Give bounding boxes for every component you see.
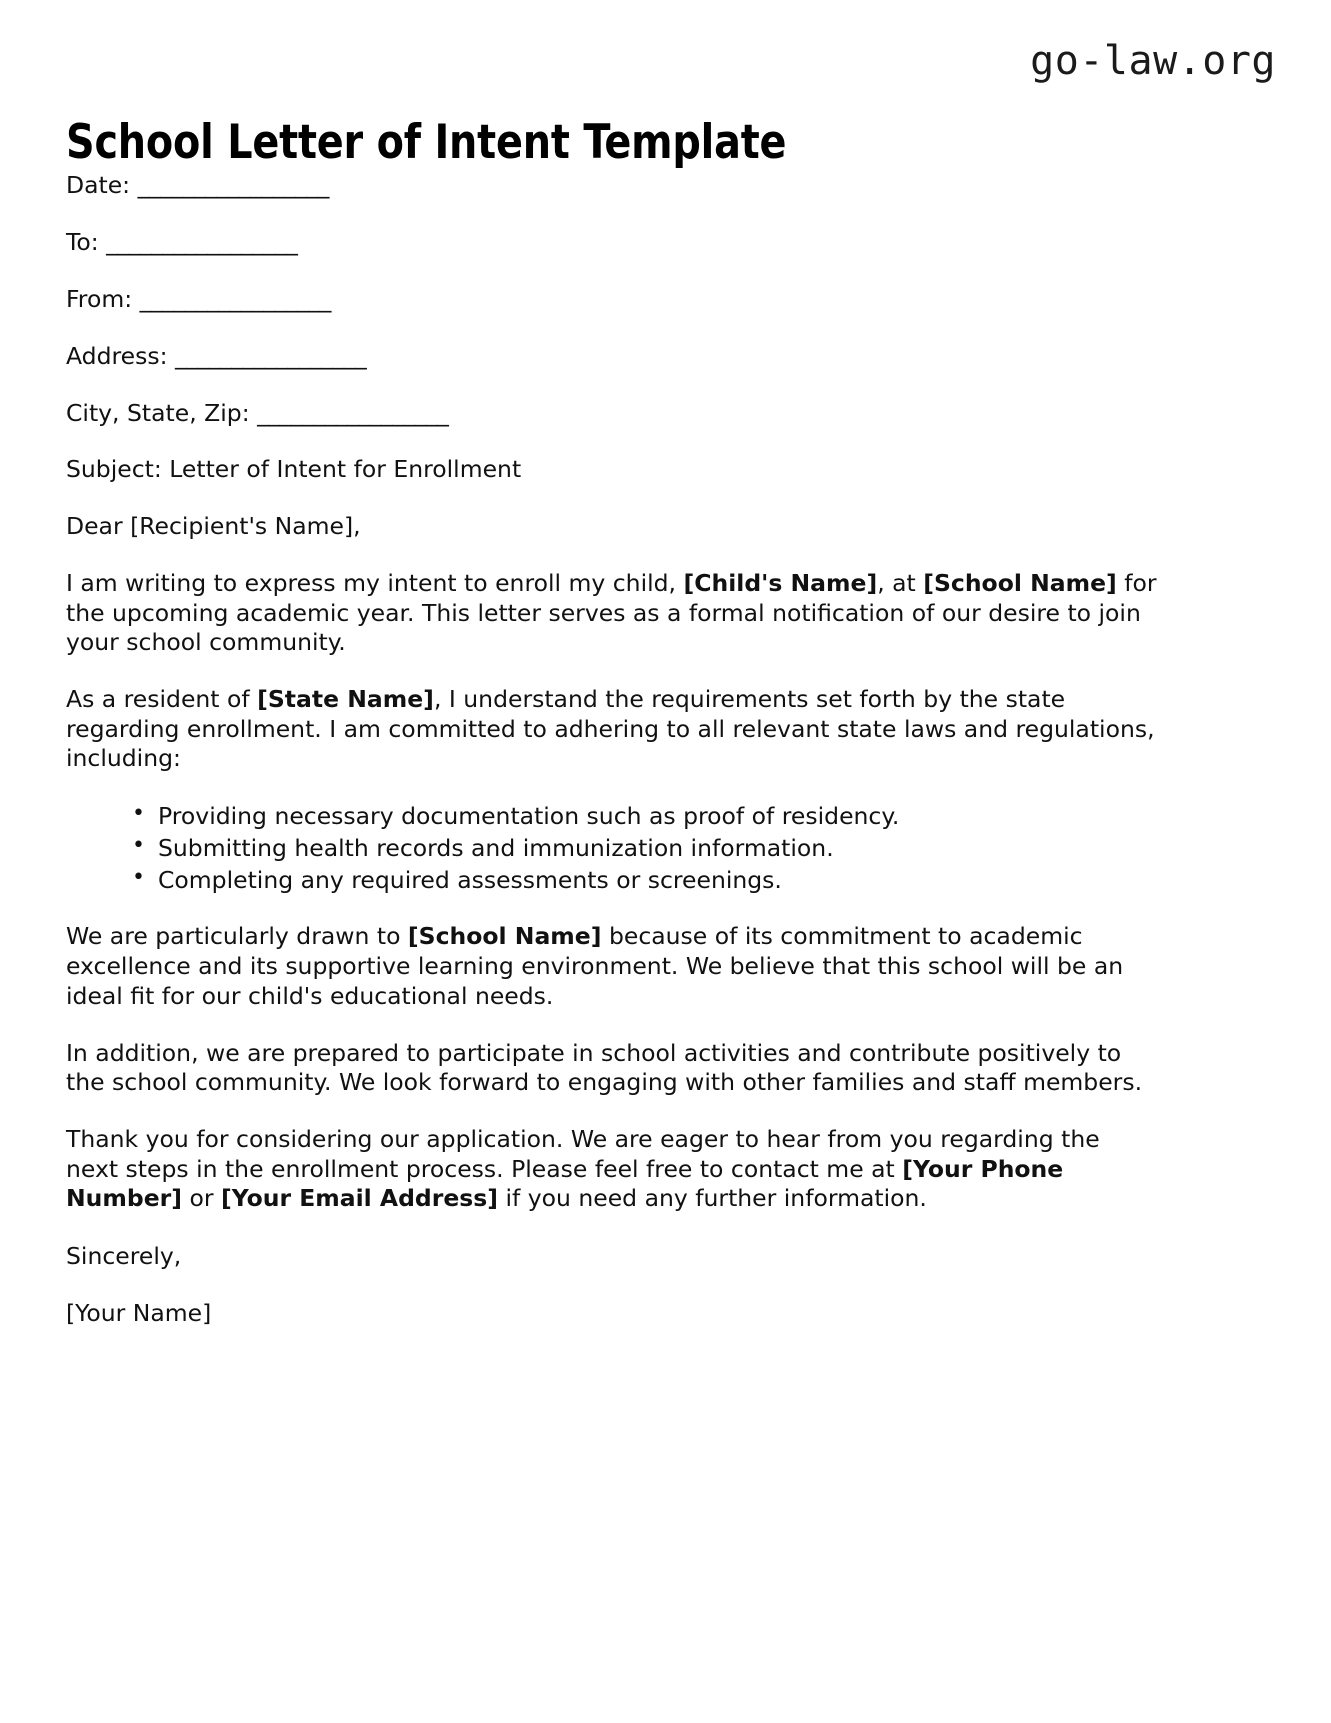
- letter-body: [66, 170, 1158, 1355]
- list-item: • Providing necessary documentation such as proof of residency.: [132, 801, 1158, 831]
- paragraph-closing-text-2: or: [181, 1184, 221, 1213]
- requirements-list: [66, 801, 1158, 895]
- paragraph-participation: In addition, we are prepared to participate in school activities and contribute positively to the school community. We look forward to engaging with other families and staff members.: [66, 1038, 1143, 1097]
- placeholder-child-name: [Child's Name]: [683, 568, 878, 597]
- placeholder-school-name-1: [School Name]: [923, 568, 1117, 597]
- site-watermark: go-law.org: [1030, 38, 1276, 84]
- paragraph-closing-request: [66, 1125, 1158, 1214]
- placeholder-school-name-2: [School Name]: [407, 922, 602, 951]
- subject-line: Subject: Letter of Intent for Enrollment: [66, 455, 522, 484]
- paragraph-school-fit: [66, 922, 1158, 1011]
- paragraph-intent-text-2: , at: [877, 568, 924, 597]
- field-address-blank[interactable]: _________________: [175, 342, 367, 371]
- field-from-label: From:: [66, 285, 133, 314]
- field-date: [66, 170, 1158, 200]
- closing-salutation: Sincerely,: [66, 1242, 182, 1271]
- placeholder-phone-number: [Your Phone Number]: [66, 1154, 1064, 1213]
- paragraph-residency-text-2: , I understand the requirements set forth by the state regarding enrollment. I am committed to adhering to all relevant state laws and regulations, including:: [66, 684, 1155, 773]
- field-date-label: Date:: [66, 171, 131, 199]
- field-address-label: Address:: [66, 342, 168, 371]
- paragraph-intent: [66, 569, 1158, 658]
- field-date-blank[interactable]: _________________: [137, 171, 329, 199]
- field-city-state-zip: [66, 398, 1158, 428]
- paragraph-residency: [66, 685, 1158, 774]
- field-city-state-zip-blank[interactable]: _________________: [257, 399, 449, 428]
- salutation: Dear [Recipient's Name],: [66, 512, 361, 541]
- list-item: • Completing any required assessments or screenings.: [132, 865, 1158, 895]
- field-to-blank[interactable]: _________________: [106, 228, 298, 257]
- signature-name-placeholder: [Your Name]: [66, 1299, 212, 1328]
- paragraph-school-fit-text-2: because of its commitment to academic excellence and its supportive learning environment. We believe that this school will be an ideal fit for our child's educational needs.: [66, 922, 1124, 1010]
- paragraph-residency-text-1: As a resident of: [66, 684, 258, 713]
- field-to: [66, 227, 1158, 257]
- paragraph-intent-text-3: for the upcoming academic year. This letter serves as a formal notification of our desire to join your school community.: [66, 568, 1157, 657]
- field-from: [66, 284, 1158, 314]
- field-from-blank[interactable]: _________________: [139, 285, 331, 314]
- paragraph-closing-text-3: if you need any further information.: [497, 1184, 927, 1213]
- paragraph-closing-text-1: Thank you for considering our application. We are eager to hear from you regarding the next steps in the enrollment process. Please feel free to contact me at: [66, 1124, 1100, 1183]
- paragraph-school-fit-text-1: We are particularly drawn to: [66, 922, 408, 951]
- placeholder-state-name: [State Name]: [257, 684, 434, 713]
- field-address: [66, 341, 1158, 371]
- paragraph-intent-text-1: I am writing to express my intent to enroll my child,: [66, 568, 684, 597]
- placeholder-email-address: [Your Email Address]: [220, 1184, 498, 1213]
- page-title: School Letter of Intent Template: [66, 115, 787, 171]
- field-city-state-zip-label: City, State, Zip:: [66, 399, 250, 428]
- field-to-label: To:: [66, 228, 99, 257]
- list-item: • Submitting health records and immunization information.: [132, 833, 1158, 863]
